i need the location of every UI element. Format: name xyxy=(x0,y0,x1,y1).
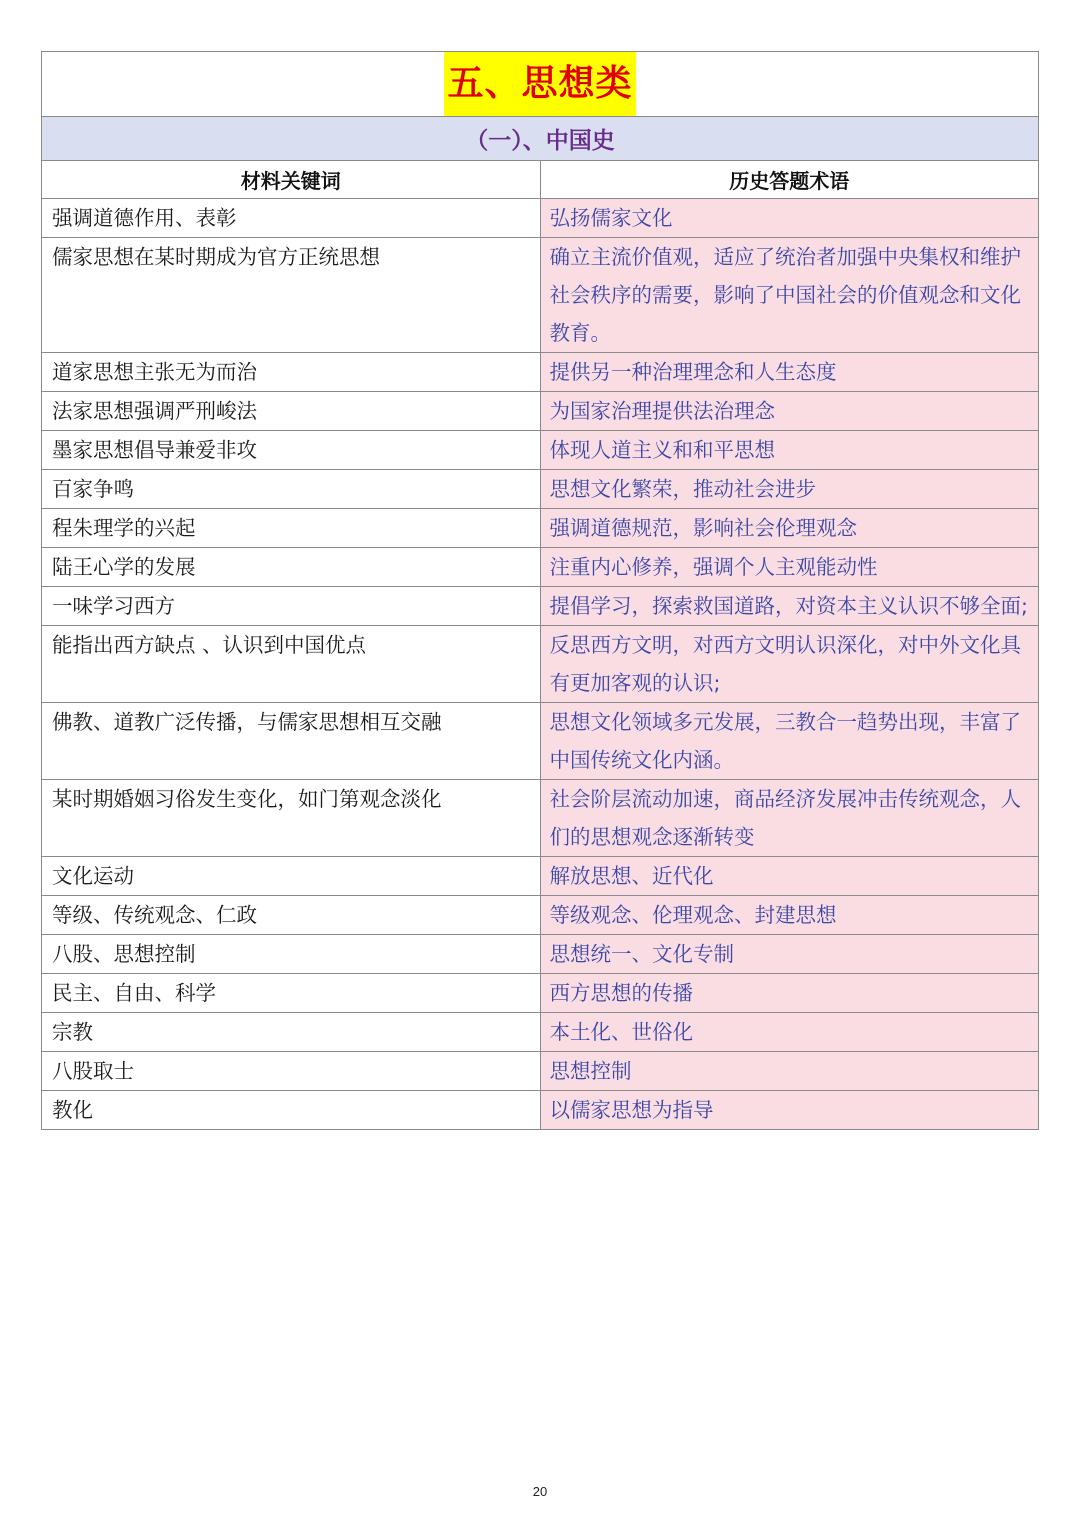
table-row xyxy=(42,1052,1039,1091)
keyword-cell: 墨家思想倡导兼爱非攻 xyxy=(42,431,541,470)
table-row xyxy=(42,238,1039,353)
keyword-cell: 佛教、道教广泛传播，与儒家思想相互交融 xyxy=(42,703,541,780)
term-cell: 确立主流价值观，适应了统治者加强中央集权和维护社会秩序的需要，影响了中国社会的价值观念和文化教育。 xyxy=(540,238,1039,353)
table-row xyxy=(42,587,1039,626)
term-cell: 以儒家思想为指导 xyxy=(540,1091,1039,1130)
table-row xyxy=(42,780,1039,857)
term-cell: 强调道德规范，影响社会伦理观念 xyxy=(540,509,1039,548)
keyword-cell: 八股、思想控制 xyxy=(42,935,541,974)
keyword-cell: 八股取士 xyxy=(42,1052,541,1091)
keyword-cell: 法家思想强调严刑峻法 xyxy=(42,392,541,431)
table-row xyxy=(42,431,1039,470)
table-row xyxy=(42,392,1039,431)
table-row xyxy=(42,935,1039,974)
term-cell: 提倡学习，探索救国道路，对资本主义认识不够全面; xyxy=(540,587,1039,626)
term-cell: 等级观念、伦理观念、封建思想 xyxy=(540,896,1039,935)
keyword-cell: 能指出西方缺点 、认识到中国优点 xyxy=(42,626,541,703)
keyword-column-header: 材料关键词 xyxy=(42,161,541,199)
term-cell: 思想文化领域多元发展，三教合一趋势出现，丰富了中国传统文化内涵。 xyxy=(540,703,1039,780)
term-cell: 西方思想的传播 xyxy=(540,974,1039,1013)
table-row xyxy=(42,353,1039,392)
keyword-cell: 某时期婚姻习俗发生变化，如门第观念淡化 xyxy=(42,780,541,857)
header-row xyxy=(42,161,1039,199)
keyword-cell: 一味学习西方 xyxy=(42,587,541,626)
keyword-cell: 陆王心学的发展 xyxy=(42,548,541,587)
subtitle-row xyxy=(42,117,1039,161)
table-row xyxy=(42,1013,1039,1052)
section-title: 五、思想类 xyxy=(444,52,635,116)
title-cell xyxy=(42,52,1039,117)
keyword-cell: 教化 xyxy=(42,1091,541,1130)
table-row xyxy=(42,974,1039,1013)
keyword-cell: 民主、自由、科学 xyxy=(42,974,541,1013)
table-row xyxy=(42,703,1039,780)
table-row xyxy=(42,548,1039,587)
table-row xyxy=(42,896,1039,935)
keyword-cell: 程朱理学的兴起 xyxy=(42,509,541,548)
keyword-cell: 百家争鸣 xyxy=(42,470,541,509)
term-cell: 提供另一种治理理念和人生态度 xyxy=(540,353,1039,392)
title-row xyxy=(42,52,1039,117)
term-cell: 体现人道主义和和平思想 xyxy=(540,431,1039,470)
history-terms-table xyxy=(41,51,1039,1130)
term-cell: 思想统一、文化专制 xyxy=(540,935,1039,974)
term-cell: 思想控制 xyxy=(540,1052,1039,1091)
term-cell: 社会阶层流动加速，商品经济发展冲击传统观念，人们的思想观念逐渐转变 xyxy=(540,780,1039,857)
term-cell: 弘扬儒家文化 xyxy=(540,199,1039,238)
keyword-cell: 等级、传统观念、仁政 xyxy=(42,896,541,935)
term-cell: 本土化、世俗化 xyxy=(540,1013,1039,1052)
page-number: 20 xyxy=(532,1484,548,1499)
table-row xyxy=(42,1091,1039,1130)
keyword-cell: 宗教 xyxy=(42,1013,541,1052)
term-column-header: 历史答题术语 xyxy=(540,161,1039,199)
table-row xyxy=(42,857,1039,896)
term-cell: 为国家治理提供法治理念 xyxy=(540,392,1039,431)
table-row xyxy=(42,199,1039,238)
section-subtitle: （一）、中国史 xyxy=(42,117,1039,161)
table-row xyxy=(42,470,1039,509)
table-row xyxy=(42,509,1039,548)
keyword-cell: 文化运动 xyxy=(42,857,541,896)
term-cell: 解放思想、近代化 xyxy=(540,857,1039,896)
keyword-cell: 道家思想主张无为而治 xyxy=(42,353,541,392)
table-row xyxy=(42,626,1039,703)
term-cell: 注重内心修养，强调个人主观能动性 xyxy=(540,548,1039,587)
keyword-cell: 强调道德作用、表彰 xyxy=(42,199,541,238)
keyword-cell: 儒家思想在某时期成为官方正统思想 xyxy=(42,238,541,353)
term-cell: 反思西方文明，对西方文明认识深化，对中外文化具有更加客观的认识; xyxy=(540,626,1039,703)
term-cell: 思想文化繁荣，推动社会进步 xyxy=(540,470,1039,509)
